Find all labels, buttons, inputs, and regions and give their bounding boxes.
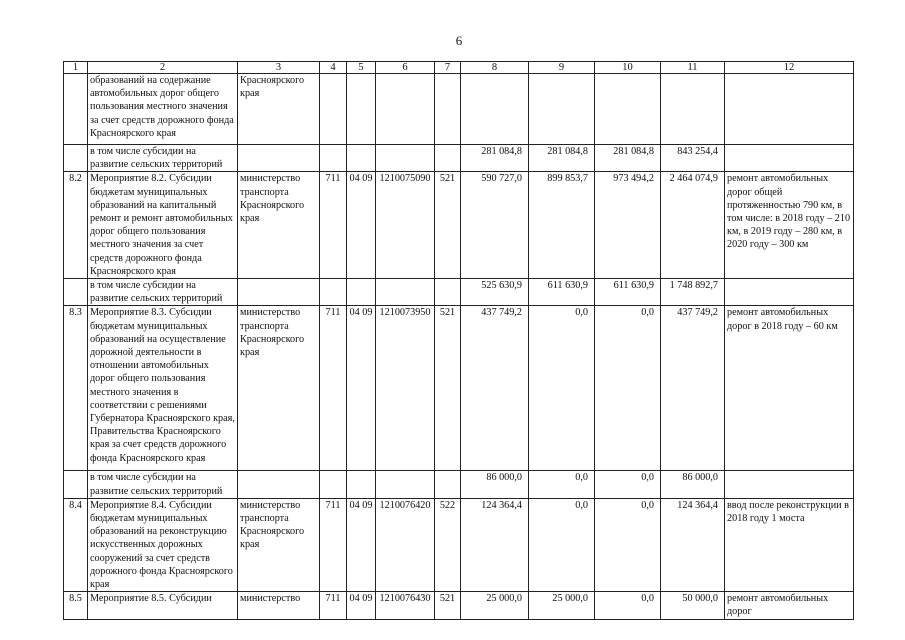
row-number-cell: 8.3 [64, 306, 88, 471]
grbs-code-cell [320, 145, 347, 172]
expected-result-cell [725, 145, 854, 172]
column-number: 10 [595, 62, 661, 74]
year-2018-cell: 124 364,4 [461, 498, 529, 591]
expense-type-cell: 522 [435, 498, 461, 591]
section-code-cell: 04 09 [347, 306, 376, 471]
year-2020-cell: 611 630,9 [595, 279, 661, 306]
name-cell: Мероприятие 8.4. Субсидии бюджетам муниципальных образований на реконструкцию искусственных дорожных сооружений за счет средств дорожного фонда Красноярского края [88, 498, 238, 591]
year-2019-cell: 611 630,9 [529, 279, 595, 306]
section-code-cell [347, 145, 376, 172]
column-number: 12 [725, 62, 854, 74]
section-code-cell [347, 471, 376, 498]
target-article-cell [376, 145, 435, 172]
executor-cell [238, 145, 320, 172]
column-number: 4 [320, 62, 347, 74]
target-article-cell [376, 74, 435, 145]
year-2018-cell: 525 630,9 [461, 279, 529, 306]
expected-result-cell: ввод после реконструкции в 2018 году 1 моста [725, 498, 854, 591]
year-2020-cell: 281 084,8 [595, 145, 661, 172]
column-number-row [64, 62, 854, 74]
total-cell: 437 749,2 [661, 306, 725, 471]
row-number-cell: 8.4 [64, 498, 88, 591]
expense-type-cell [435, 145, 461, 172]
total-cell: 124 364,4 [661, 498, 725, 591]
grbs-code-cell: 711 [320, 592, 347, 619]
column-number: 9 [529, 62, 595, 74]
grbs-code-cell [320, 74, 347, 145]
year-2019-cell [529, 74, 595, 145]
expense-type-cell: 521 [435, 172, 461, 279]
total-cell: 50 000,0 [661, 592, 725, 619]
expense-type-cell: 521 [435, 592, 461, 619]
total-cell: 86 000,0 [661, 471, 725, 498]
year-2020-cell: 0,0 [595, 471, 661, 498]
row-number-cell: 8.2 [64, 172, 88, 279]
year-2020-cell [595, 74, 661, 145]
expected-result-cell [725, 74, 854, 145]
grbs-code-cell: 711 [320, 172, 347, 279]
executor-cell: министерство транспорта Красноярского края [238, 498, 320, 591]
section-code-cell [347, 74, 376, 145]
name-cell: в том числе субсидии на развитие сельских территорий [88, 279, 238, 306]
grbs-code-cell: 711 [320, 306, 347, 471]
expected-result-cell: ремонт автомобильных дорог [725, 592, 854, 619]
year-2019-cell: 0,0 [529, 306, 595, 471]
year-2019-cell: 899 853,7 [529, 172, 595, 279]
table-row [64, 279, 854, 306]
table-row [64, 498, 854, 591]
expected-result-cell [725, 471, 854, 498]
grbs-code-cell: 711 [320, 498, 347, 591]
target-article-cell: 1210076420 [376, 498, 435, 591]
table-row [64, 145, 854, 172]
executor-cell: министерство [238, 592, 320, 619]
year-2020-cell: 973 494,2 [595, 172, 661, 279]
target-article-cell: 1210075090 [376, 172, 435, 279]
year-2019-cell: 281 084,8 [529, 145, 595, 172]
section-code-cell: 04 09 [347, 498, 376, 591]
table-row [64, 306, 854, 471]
name-cell: Мероприятие 8.3. Субсидии бюджетам муниципальных образований на осуществление дорожной деятельности в отношении автомобильных дорог общего пользования местного значения в соответствии с решениями Губернатора Красноярского края, Правительства Красноярского края за счет средств дорожного фонда Красноярского края [88, 306, 238, 471]
expense-type-cell [435, 471, 461, 498]
column-number: 7 [435, 62, 461, 74]
expected-result-cell: ремонт автомобильных дорог общей протяженностью 790 км, в том числе: в 2018 году – 210 км, в 2019 году – 280 км, в 2020 году – 300 км [725, 172, 854, 279]
column-number: 5 [347, 62, 376, 74]
row-number-cell [64, 74, 88, 145]
expense-type-cell [435, 74, 461, 145]
name-cell: образований на содержание автомобильных дорог общего пользования местного значения за счет средств дорожного фонда Красноярского края [88, 74, 238, 145]
year-2019-cell: 0,0 [529, 498, 595, 591]
target-article-cell: 1210076430 [376, 592, 435, 619]
section-code-cell: 04 09 [347, 172, 376, 279]
executor-cell [238, 279, 320, 306]
column-number: 11 [661, 62, 725, 74]
table-row [64, 471, 854, 498]
name-cell: в том числе субсидии на развитие сельских территорий [88, 145, 238, 172]
table-row [64, 592, 854, 619]
target-article-cell [376, 279, 435, 306]
total-cell: 2 464 074,9 [661, 172, 725, 279]
expense-type-cell [435, 279, 461, 306]
grbs-code-cell [320, 471, 347, 498]
column-number: 2 [88, 62, 238, 74]
expense-type-cell: 521 [435, 306, 461, 471]
column-number: 3 [238, 62, 320, 74]
expected-result-cell [725, 279, 854, 306]
year-2018-cell: 25 000,0 [461, 592, 529, 619]
target-article-cell [376, 471, 435, 498]
section-code-cell: 04 09 [347, 592, 376, 619]
column-number: 1 [64, 62, 88, 74]
executor-cell: министерство транспорта Красноярского края [238, 306, 320, 471]
year-2020-cell: 0,0 [595, 306, 661, 471]
year-2019-cell: 25 000,0 [529, 592, 595, 619]
year-2020-cell: 0,0 [595, 498, 661, 591]
target-article-cell: 1210073950 [376, 306, 435, 471]
row-number-cell [64, 279, 88, 306]
year-2018-cell: 590 727,0 [461, 172, 529, 279]
total-cell: 843 254,4 [661, 145, 725, 172]
year-2019-cell: 0,0 [529, 471, 595, 498]
table-row [64, 172, 854, 279]
row-number-cell [64, 471, 88, 498]
year-2018-cell [461, 74, 529, 145]
row-number-cell [64, 145, 88, 172]
name-cell: Мероприятие 8.5. Субсидии [88, 592, 238, 619]
row-number-cell: 8.5 [64, 592, 88, 619]
year-2020-cell: 0,0 [595, 592, 661, 619]
executor-cell: министерство транспорта Красноярского края [238, 172, 320, 279]
executor-cell [238, 471, 320, 498]
section-code-cell [347, 279, 376, 306]
year-2018-cell: 281 084,8 [461, 145, 529, 172]
name-cell: Мероприятие 8.2. Субсидии бюджетам муниципальных образований на капитальный ремонт и ремонт автомобильных дорог общего пользования местного значения за счет средств дорожного фонда Красноярского края [88, 172, 238, 279]
column-number: 8 [461, 62, 529, 74]
total-cell [661, 74, 725, 145]
year-2018-cell: 86 000,0 [461, 471, 529, 498]
executor-cell: Красноярского края [238, 74, 320, 145]
total-cell: 1 748 892,7 [661, 279, 725, 306]
column-number: 6 [376, 62, 435, 74]
table-row [64, 74, 854, 145]
expected-result-cell: ремонт автомобильных дорог в 2018 году – 60 км [725, 306, 854, 471]
budget-table [63, 61, 854, 620]
page-number: 6 [455, 33, 463, 48]
grbs-code-cell [320, 279, 347, 306]
year-2018-cell: 437 749,2 [461, 306, 529, 471]
name-cell: в том числе субсидии на развитие сельских территорий [88, 471, 238, 498]
